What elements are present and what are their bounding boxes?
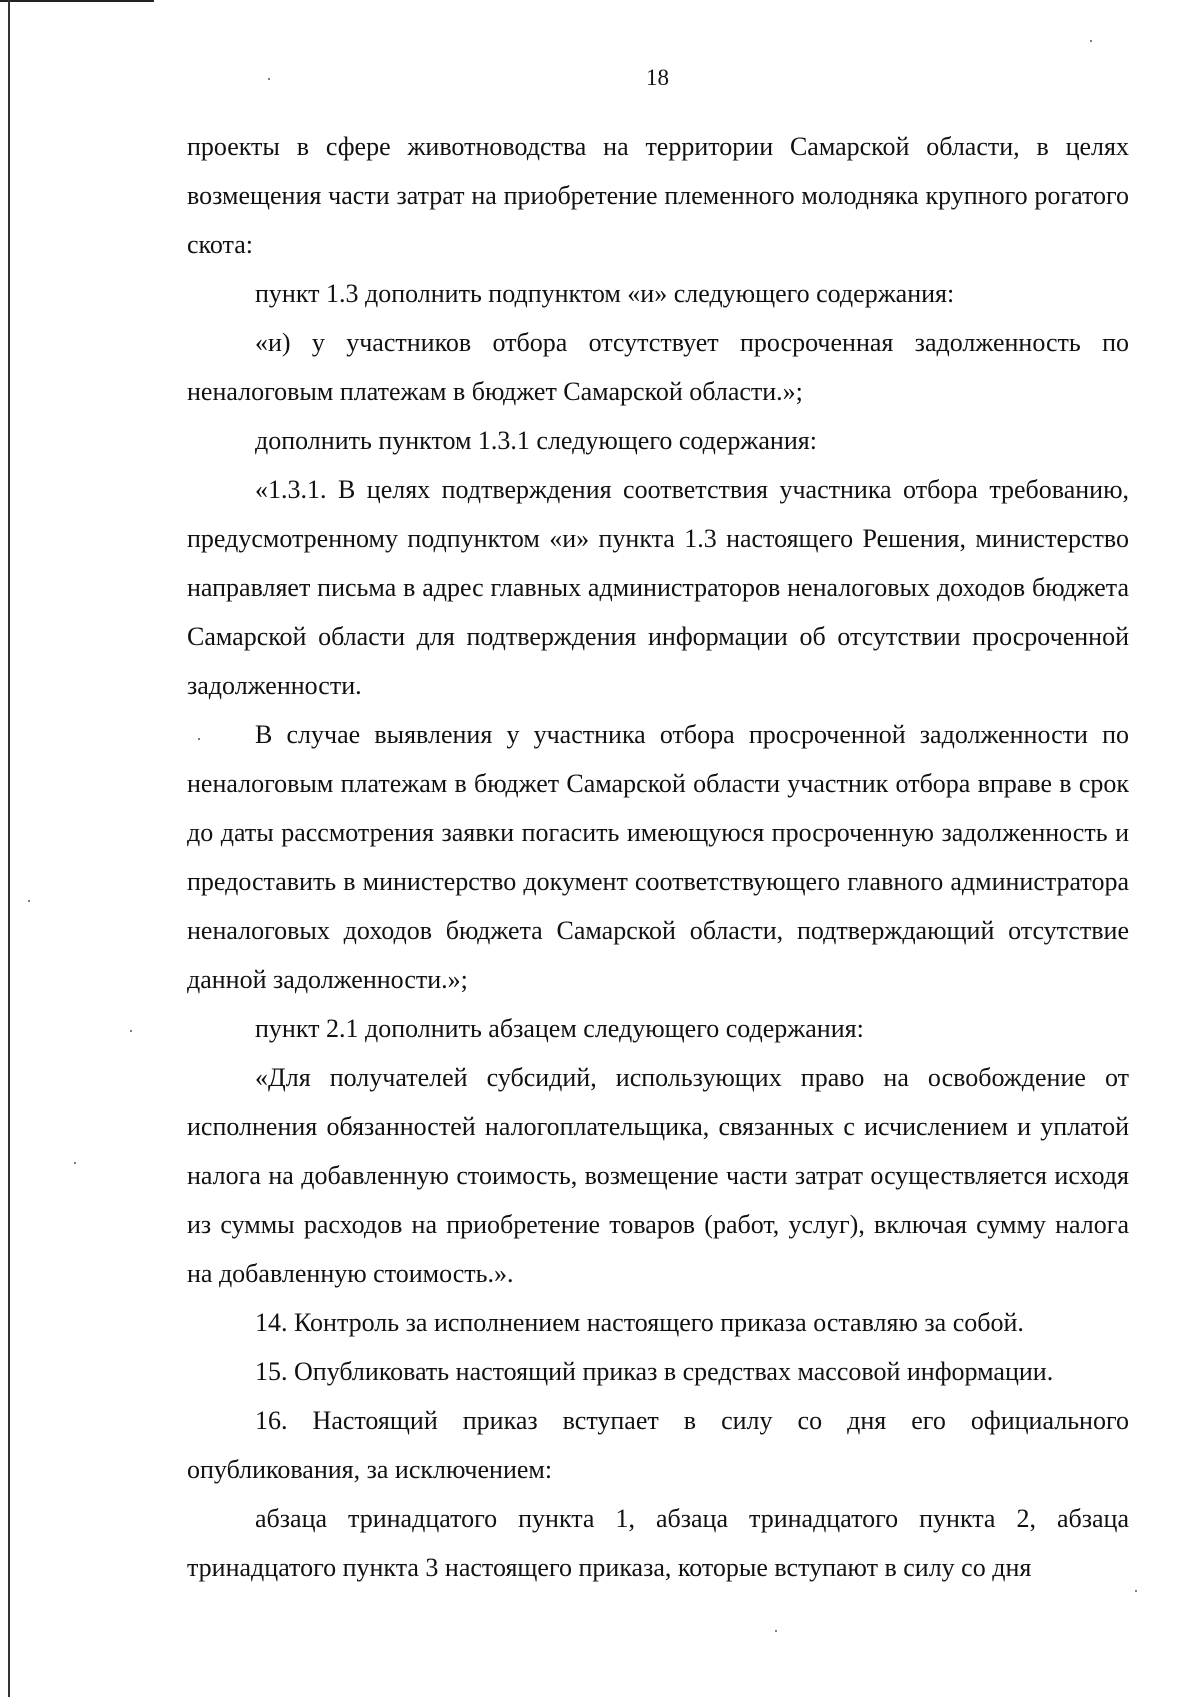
paragraph: проекты в сфере животноводства на территории Самарской области, в целях возмещения части затрат на приобретение племенного молодняка крупного рогатого скота:	[187, 132, 1129, 259]
scan-border-left	[8, 0, 10, 1697]
scan-speck	[1090, 40, 1092, 42]
scan-speck	[74, 1162, 76, 1164]
paragraph: «1.3.1. В целях подтверждения соответствия участника отбора требованию, предусмотренному подпунктом «и» пункта 1.3 настоящего Решения, министерство направляет письма в адрес главных администраторов неналоговых доходов бюджета Самарской области для подтверждения информации об отсутствии просроченной задолженности.	[187, 475, 1129, 700]
paragraph: 15. Опубликовать настоящий приказ в средствах массовой информации.	[255, 1357, 1054, 1386]
scan-speck	[1135, 1590, 1137, 1592]
scan-speck	[28, 900, 30, 902]
scan-speck	[775, 1630, 777, 1632]
paragraph: «Для получателей субсидий, использующих право на освобождение от исполнения обязанностей налогоплательщика, связанных с исчислением и уплатой налога на добавленную стоимость, возмещение части затрат осуществляется исходя из суммы расходов на приобретение товаров (работ, услуг), включая сумму налога на добавленную стоимость.».	[187, 1063, 1129, 1288]
paragraph: пункт 2.1 дополнить абзацем следующего содержания:	[255, 1014, 864, 1043]
paragraph: дополнить пунктом 1.3.1 следующего содержания:	[255, 426, 817, 455]
document-body	[187, 122, 1129, 1592]
paragraph: В случае выявления у участника отбора просроченной задолженности по неналоговым платежам в бюджет Самарской области участник отбора вправе в срок до даты рассмотрения заявки погасить имеющуюся просроченную задолженность и предоставить в министерство документ соответствующего главного администратора неналоговых доходов бюджета Самарской области, подтверждающий отсутствие данной задолженности.»;	[187, 720, 1129, 994]
paragraph: 14. Контроль за исполнением настоящего приказа оставляю за собой.	[255, 1308, 1024, 1337]
page-number: 18	[646, 65, 669, 90]
paragraph: 16. Настоящий приказ вступает в силу со дня его официального опубликования, за исключением:	[187, 1406, 1129, 1484]
paragraph: абзаца тринадцатого пункта 1, абзаца тринадцатого пункта 2, абзаца тринадцатого пункта 3 настоящего приказа, которые вступают в силу со дня	[187, 1504, 1129, 1582]
scan-speck	[130, 1030, 132, 1032]
paragraph: «и) у участников отбора отсутствует просроченная задолженность по неналоговым платежам в бюджет Самарской области.»;	[187, 328, 1129, 406]
paragraph: пункт 1.3 дополнить подпунктом «и» следующего содержания:	[255, 279, 955, 308]
scan-border-top	[0, 0, 154, 2]
